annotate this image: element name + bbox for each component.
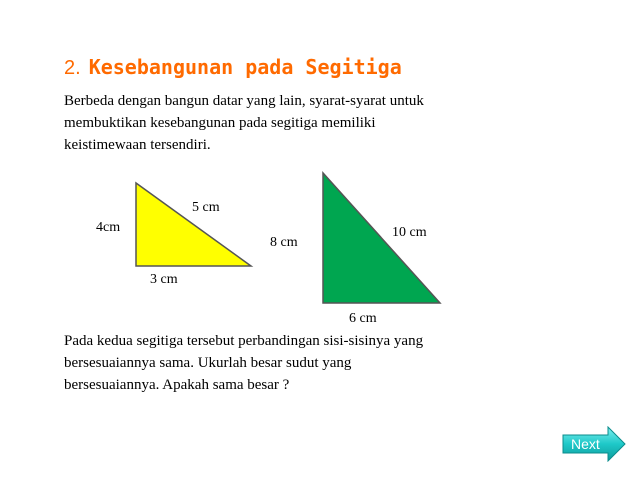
- large-triangle-vertical-label: 8 cm: [270, 235, 298, 250]
- slide-number: 2.: [64, 57, 81, 79]
- large-triangle-horizontal-label: 6 cm: [349, 311, 377, 326]
- small-triangle-vertical-label: 4cm: [96, 220, 121, 235]
- intro-line: membuktikan kesebangunan pada segitiga memiliki: [64, 115, 376, 131]
- large-triangle-hypotenuse-label: 10 cm: [392, 225, 427, 240]
- small-triangle-horizontal-label: 3 cm: [150, 272, 178, 287]
- intro-line: Berbeda dengan bangun datar yang lain, syarat-syarat untuk: [64, 93, 424, 109]
- intro-line: keistimewaan tersendiri.: [64, 137, 211, 153]
- next-label: Next: [571, 436, 600, 452]
- conclusion-paragraph: [64, 330, 524, 396]
- slide-title-text: Kesebangunan pada Segitiga: [88, 55, 402, 79]
- conclusion-line: bersesuaiannya. Apakah sama besar ?: [64, 377, 290, 393]
- conclusion-line: Pada kedua segitiga tersebut perbandingan sisi-sisinya yang: [64, 333, 424, 349]
- small-triangle-hypotenuse-label: 5 cm: [192, 200, 220, 215]
- conclusion-line: bersesuaiannya sama. Ukurlah besar sudut yang: [64, 355, 352, 371]
- small-triangle: [136, 183, 251, 266]
- next-button[interactable]: [562, 426, 626, 462]
